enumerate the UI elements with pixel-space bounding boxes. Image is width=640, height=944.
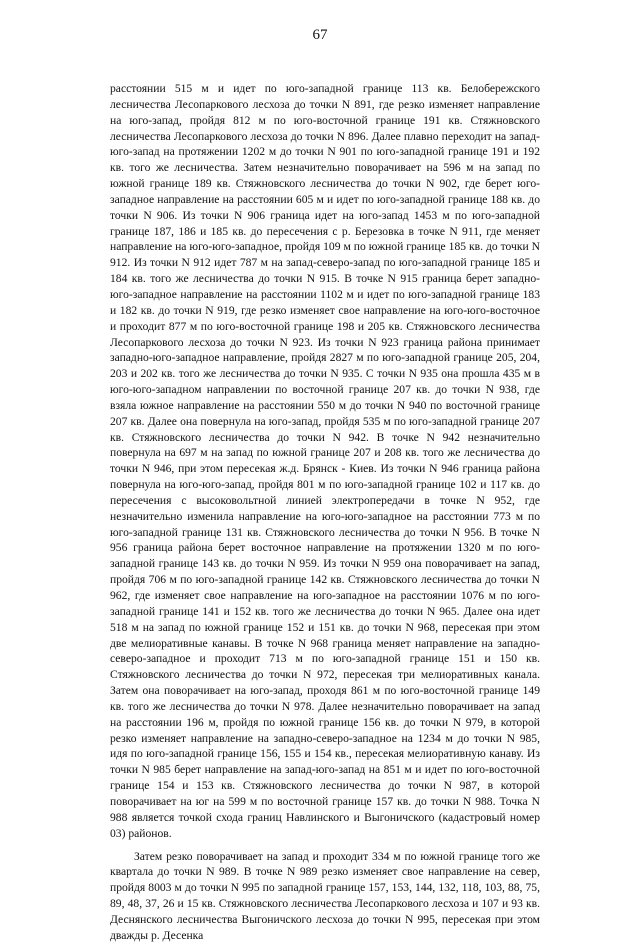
document-body (110, 81, 540, 944)
page-number: 67 (312, 27, 328, 43)
paragraph-1: расстоянии 515 м и идет по юго-западной границе 113 кв. Белобережского лесничества Лесопаркового лесхоза до точки N 891, где резко изменяет направление на юго-запад, пройдя 812 м по юго-восточной границе 191 кв. Стяжновского лесничества Лесопаркового лесхоза до точки N 896. Далее плавно переходит на запад-юго-запад на протяжении 1202 м до точки N 901 по юго-западной границе 191 и 192 кв. того же лесничества. Затем незначительно поворачивает на 596 м на запад по южной границе 189 кв. Стяжновского лесничества до точки N 902, где берет юго-западное направление на расстоянии 605 м и идет по юго-западной границе 188 кв. до точки N 906. Из точки N 906 граница идет на юго-запад 1453 м по юго-западной границе 187, 186 и 185 кв. до пересечения с р. Березовка в точке N 911, где меняет направление на юго-юго-западное, пройдя 109 м по южной границе 185 кв. до точки N 912. Из точки N 912 идет 787 м на запад-северо-запад по юго-западной границе 185 и 184 кв. того же лесничества до точки N 915. В точке N 915 граница берет западно-юго-западное направление на расстоянии 1102 м и идет по юго-западной границе 183 и 182 кв. до точки N 919, где резко изменяет свое направление на юго-юго-восточное и проходит 877 м по юго-восточной границе 198 и 205 кв. Стяжновского лесничества Лесопаркового лесхоза до точки N 923. Из точки N 923 граница района принимает западно-юго-западное направление, пройдя 2827 м по юго-западной границе 205, 204, 203 и 202 кв. того же лесничества до точки N 935. С точки N 935 она прошла 435 м в юго-юго-западном направлении по восточной границе 207 кв. до точки N 938, где взяла южное направление на расстоянии 550 м до точки N 940 по восточной границе 207 кв. Далее она повернула на юго-запад, пройдя 535 м по юго-западной границе 207 кв. Стяжновского лесничества до точки N 942. В точке N 942 незначительно повернула на 697 м на запад по южной границе 207 и 208 кв. того же лесничества до точки N 946, при этом пересекая ж.д. Брянск - Киев. Из точки N 946 граница района повернула на юго-юго-запад, пройдя 801 м по юго-западной границе 102 и 117 кв. до пересечения с высоковольтной линией электропередачи в точке N 952, где незначительно изменила направление на юго-юго-западное на расстоянии 773 м по юго-западной границе 131 кв. Стяжновского лесничества до точки N 956. В точке N 956 граница района берет восточное направление на протяжении 1320 м по юго-западной границе 143 кв. до точки N 959. Из точки N 959 она поворачивает на запад, пройдя 706 м по юго-западной границе 142 кв. Стяжновского лесничества до точки N 962, где изменяет свое направление на юго-западное на расстоянии 1076 м по юго-западной границе 141 и 152 кв. того же лесничества до точки N 965. Далее она идет 518 м на запад по южной границе 152 и 151 кв. до точки N 968, пересекая при этом две мелиоративные канавы. В точке N 968 граница меняет направление на западно-северо-западное и проходит 713 м по юго-западной границе 151 и 150 кв. Стяжновского лесничества до точки N 972, пересекая три мелиоративных канала. Затем она поворачивает на юго-запад, проходя 861 м по юго-восточной границе 149 кв. того же лесничества до точки N 978. Далее незначительно поворачивает на запад на расстоянии 196 м, пройдя по южной границе 156 кв. до точки N 979, в которой резко изменяет направление на западно-северо-западное на 1234 м до точки N 985, идя по юго-западной границе 156, 155 и 154 кв., пересекая мелиоративную канаву. Из точки N 985 берет направление на запад-юго-запад на 851 м и идет по юго-восточной границе 154 и 153 кв. Стяжновского лесничества до точки N 987, в которой поворачивает на юг на 599 м по восточной границе 157 кв. до точки N 988. Точка N 988 является точкой схода границ Навлинского и Выгоничского (кадастровый номер 03) районов. (110, 82, 540, 840)
paragraph-2: Затем резко поворачивает на запад и проходит 334 м по южной границе того же квартала до точки N 989. В точке N 989 резко изменяет свое направление на север, пройдя 8003 м до точки N 995 по западной границе 157, 153, 144, 132, 118, 103, 88, 75, 89, 48, 37, 26 и 15 кв. Стяжновского лесничества Лесопаркового лесхоза и 107 и 93 кв. Деснянского лесничества Выгоничского лесхоза до точки N 995, пересекая при этом дважды р. Десенка (110, 849, 540, 942)
